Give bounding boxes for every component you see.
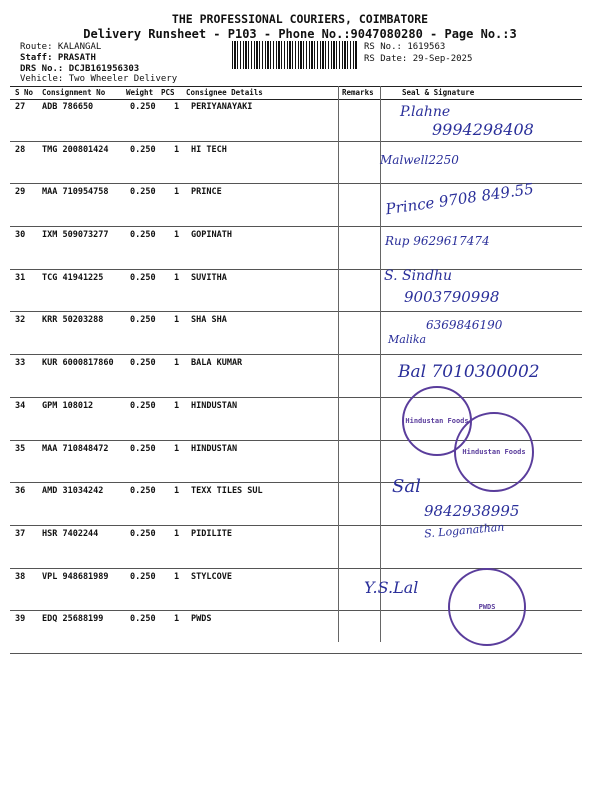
- consignment-cell: IXM 509073277: [42, 230, 109, 241]
- pcs-cell: 1: [174, 272, 180, 283]
- consignee-cell: PWDS: [191, 614, 212, 625]
- pcs-cell: 1: [174, 443, 180, 454]
- company-stamp: Hindustan Foods: [454, 412, 534, 492]
- col-seal: Seal & Signature: [402, 88, 475, 97]
- sno-cell: 35: [15, 443, 26, 454]
- consignee-cell: PRINCE: [191, 187, 222, 198]
- consignment-cell: MAA 710954758: [42, 187, 109, 198]
- signature: S. Sindhu: [384, 268, 453, 284]
- signature: Rup 9629617474: [385, 234, 490, 248]
- col-sno: S No: [15, 88, 34, 97]
- signature: Malika: [388, 333, 427, 346]
- consignee-cell: GOPINATH: [191, 230, 232, 241]
- staff-label: Staff: PRASATH: [20, 53, 96, 63]
- weight-cell: 0.250: [130, 443, 156, 454]
- consignment-cell: KUR 6000817860: [42, 358, 114, 369]
- pcs-cell: 1: [174, 400, 180, 411]
- table-header: [10, 86, 582, 100]
- consignment-cell: HSR 7402244: [42, 528, 99, 539]
- weight-cell: 0.250: [130, 187, 156, 198]
- signature: S. Loganathan: [423, 520, 505, 541]
- col-details: Consignee Details: [186, 88, 263, 97]
- consignment-cell: MAA 710848472: [42, 443, 109, 454]
- consignment-cell: GPM 108012: [42, 400, 94, 411]
- pcs-cell: 1: [174, 486, 180, 497]
- signature: Y.S.Lal: [364, 578, 419, 597]
- consignee-cell: PIDILITE: [191, 528, 232, 539]
- col-weight: Weight: [126, 88, 154, 97]
- consignment-cell: TMG 200801424: [42, 144, 109, 155]
- weight-cell: 0.250: [130, 614, 156, 625]
- sno-cell: 30: [15, 230, 26, 241]
- consignee-cell: BALA KUMAR: [191, 358, 243, 369]
- sno-cell: 38: [15, 571, 26, 582]
- pcs-cell: 1: [174, 358, 180, 369]
- pcs-cell: 1: [174, 230, 180, 241]
- pcs-cell: 1: [174, 315, 180, 326]
- remarks-divider: [338, 86, 339, 642]
- col-pcs: PCS: [161, 88, 175, 97]
- weight-cell: 0.250: [130, 571, 156, 582]
- consignee-cell: HINDUSTAN: [191, 443, 238, 454]
- pcs-cell: 1: [174, 102, 180, 112]
- weight-cell: 0.250: [130, 102, 156, 112]
- consignee-cell: STYLCOVE: [191, 571, 232, 582]
- sno-cell: 33: [15, 358, 26, 369]
- sno-cell: 36: [15, 486, 26, 497]
- consignment-cell: AMD 31034242: [42, 486, 104, 497]
- weight-cell: 0.250: [130, 272, 156, 283]
- signature: Bal 7010300002: [398, 362, 540, 382]
- sno-cell: 39: [15, 614, 26, 625]
- vehicle-label: Vehicle: Two Wheeler Delivery: [20, 74, 178, 84]
- pcs-cell: 1: [174, 528, 180, 539]
- table-row: [10, 227, 582, 270]
- consignee-cell: HINDUSTAN: [191, 400, 238, 411]
- route-label: Route: KALANGAL: [20, 42, 102, 52]
- consignment-cell: KRR 50203288: [42, 315, 104, 326]
- signature-phone: 9003790998: [404, 288, 500, 306]
- sno-cell: 27: [15, 102, 26, 112]
- sno-cell: 29: [15, 187, 26, 198]
- pcs-cell: 1: [174, 571, 180, 582]
- consignee-cell: TEXX TILES SUL: [191, 486, 263, 497]
- col-remarks: Remarks: [342, 88, 374, 97]
- signature: Malwell2250: [380, 153, 459, 167]
- signature: P.lahne: [400, 104, 451, 120]
- rs-date: RS Date: 29-Sep-2025: [364, 54, 473, 64]
- weight-cell: 0.250: [130, 230, 156, 241]
- consignment-cell: ADB 786650: [42, 102, 94, 112]
- pcs-cell: 1: [174, 144, 180, 155]
- consignee-cell: SHA SHA: [191, 315, 227, 326]
- company-stamp: Hindustan Foods: [402, 386, 472, 456]
- weight-cell: 0.250: [130, 400, 156, 411]
- weight-cell: 0.250: [130, 528, 156, 539]
- col-consignment: Consignment No: [42, 88, 106, 97]
- table-row: [10, 142, 582, 185]
- sno-cell: 28: [15, 144, 26, 155]
- consignment-cell: VPL 948681989: [42, 571, 109, 582]
- sno-cell: 34: [15, 400, 26, 411]
- barcode: [232, 41, 358, 69]
- signature-phone: 9842938995: [424, 502, 520, 520]
- weight-cell: 0.250: [130, 315, 156, 326]
- rs-number: RS No.: 1619563: [364, 42, 446, 52]
- company-stamp: PWDS: [448, 568, 526, 646]
- seal-divider: [380, 86, 381, 642]
- pcs-cell: 1: [174, 187, 180, 198]
- runsheet-subtitle: Delivery Runsheet - P103 - Phone No.:9047080280 - Page No.:3: [83, 27, 517, 41]
- company-title: THE PROFESSIONAL COURIERS, COIMBATORE: [171, 12, 429, 26]
- consignment-cell: EDQ 25688199: [42, 614, 104, 625]
- sno-cell: 32: [15, 315, 26, 326]
- consignee-cell: PERIYANAYAKI: [191, 102, 253, 112]
- weight-cell: 0.250: [130, 358, 156, 369]
- signature: Sal: [392, 476, 421, 497]
- drs-label: DRS No.: DCJB161956303: [20, 64, 140, 74]
- consignment-cell: TCG 41941225: [42, 272, 104, 283]
- signature-phone: 6369846190: [426, 318, 503, 332]
- pcs-cell: 1: [174, 614, 180, 625]
- signature: Prince 9708 849.55: [384, 179, 535, 219]
- consignee-cell: HI TECH: [191, 144, 227, 155]
- signature-phone: 9994298408: [432, 120, 534, 139]
- sno-cell: 37: [15, 528, 26, 539]
- weight-cell: 0.250: [130, 486, 156, 497]
- sno-cell: 31: [15, 272, 26, 283]
- consignee-cell: SUVITHA: [191, 272, 227, 283]
- weight-cell: 0.250: [130, 144, 156, 155]
